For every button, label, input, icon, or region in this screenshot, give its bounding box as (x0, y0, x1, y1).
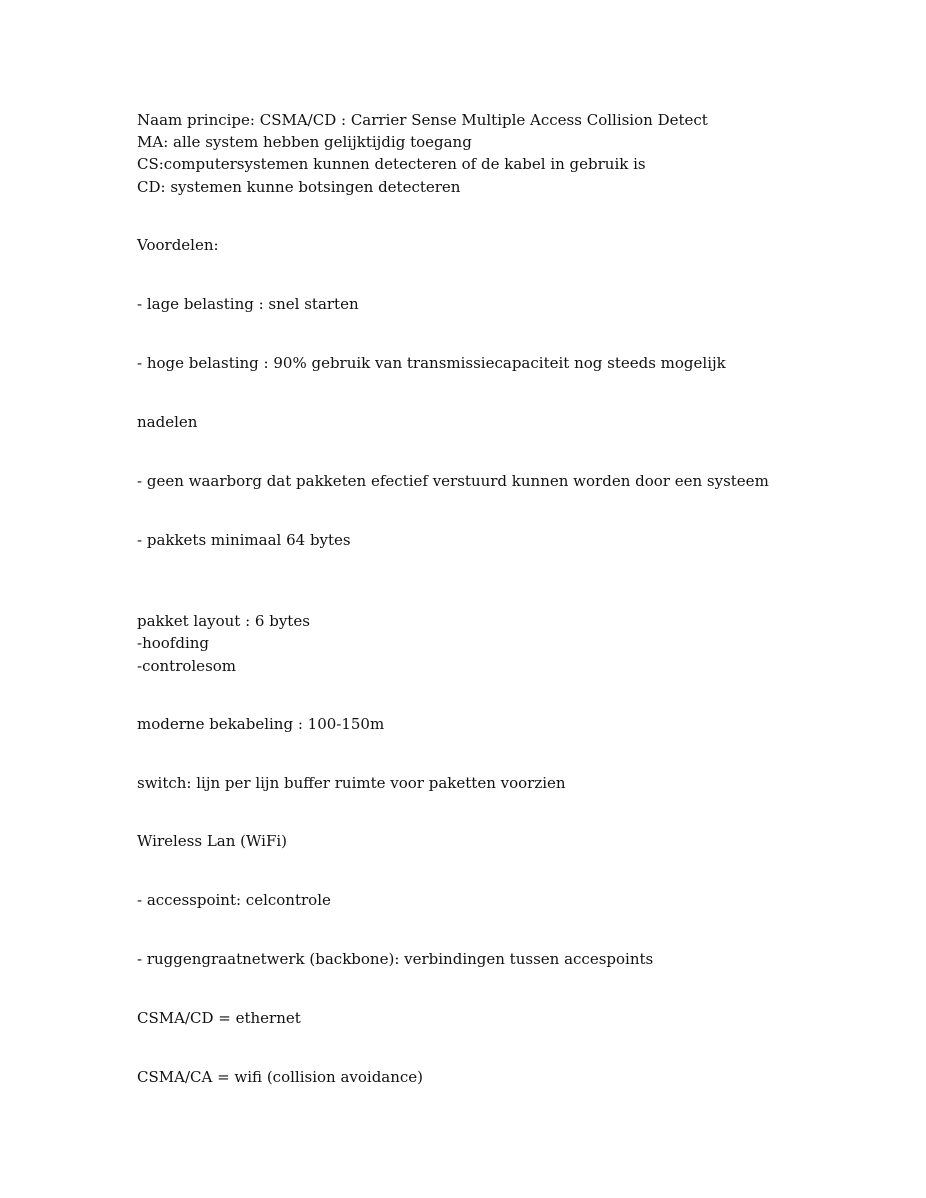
heading-voordelen: Voordelen: (137, 236, 219, 254)
text-line-cd: CD: systemen kunne botsingen detecteren (137, 178, 461, 196)
list-item-min-bytes: - pakkets minimaal 64 bytes (137, 531, 351, 549)
text-line-ma: MA: alle system hebben gelijktijdig toegang (137, 133, 472, 151)
text-line-header: -hoofding (137, 634, 210, 652)
text-line-csma-ca: CSMA/CA = wifi (collision avoidance) (137, 1068, 424, 1086)
list-item-high-load: - hoge belasting : 90% gebruik van transmissiecapaciteit nog steeds mogelijk (137, 354, 726, 372)
list-item-accesspoint: - accesspoint: celcontrole (137, 891, 331, 909)
text-line-switch: switch: lijn per lijn buffer ruimte voor paketten voorzien (137, 774, 566, 792)
text-line-cs: CS:computersystemen kunnen detecteren of de kabel in gebruik is (137, 155, 646, 173)
list-item-low-load: - lage belasting : snel starten (137, 295, 359, 313)
text-line-packet-layout: pakket layout : 6 bytes (137, 612, 310, 630)
text-line-principle-name: Naam principe: CSMA/CD : Carrier Sense Multiple Access Collision Detect (137, 111, 708, 129)
text-line-csma-cd: CSMA/CD = ethernet (137, 1009, 301, 1027)
list-item-backbone: - ruggengraatnetwerk (backbone): verbindingen tussen accespoints (137, 950, 654, 968)
heading-nadelen: nadelen (137, 413, 198, 431)
list-item-no-guarantee: - geen waarborg dat pakketen efectief verstuurd kunnen worden door een systeem (137, 472, 769, 490)
heading-wireless-lan: Wireless Lan (WiFi) (137, 832, 288, 850)
text-line-cabling: moderne bekabeling : 100-150m (137, 715, 385, 733)
text-line-checksum: -controlesom (137, 657, 237, 675)
